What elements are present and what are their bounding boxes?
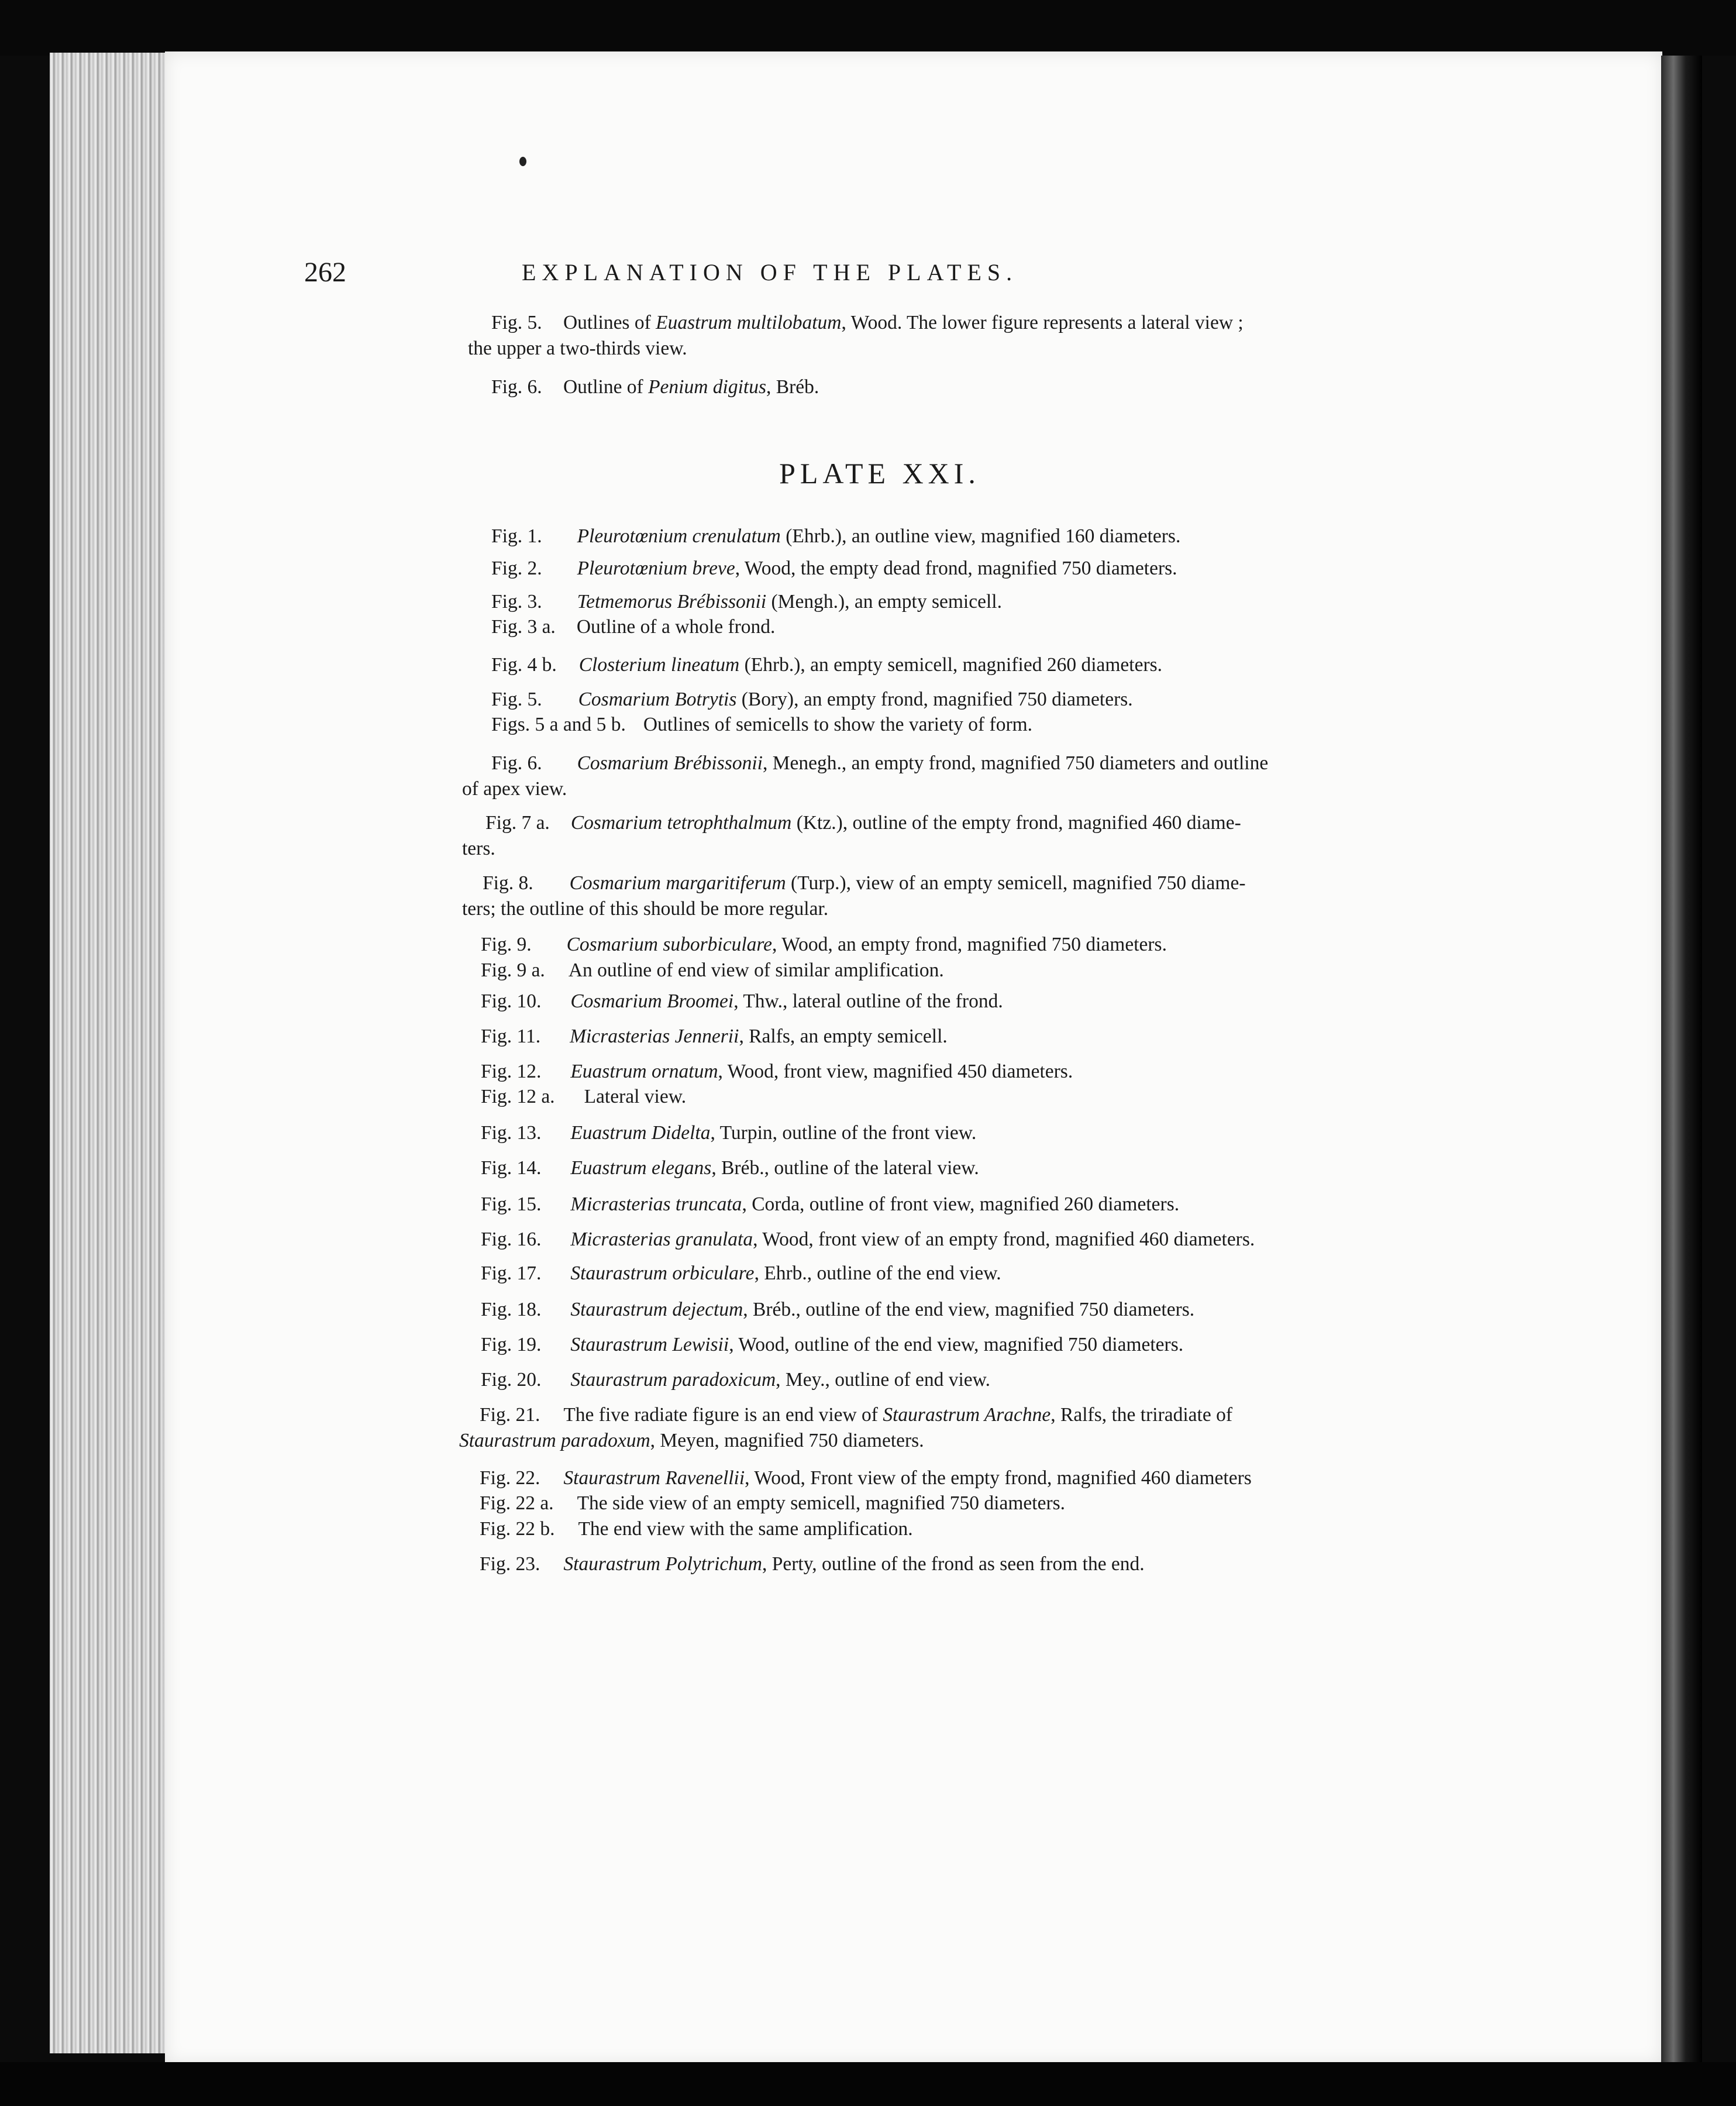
species-name: Staurastrum Ravenellii: [563, 1467, 745, 1489]
plate-entry: [298, 1155, 1398, 1181]
species-name: Staurastrum Lewisii: [570, 1334, 729, 1355]
fig-label: Fig. 18.: [481, 1299, 542, 1320]
entry-text: (Ehrb.), an outline view, magnified 160 diameters.: [780, 525, 1181, 547]
intro-entry: [298, 310, 1398, 362]
page-number: 262: [304, 257, 346, 288]
plate-entry: [298, 1516, 1398, 1542]
entry-text: , Corda, outline of front view, magnified 260 diameters.: [742, 1193, 1180, 1215]
plate-entry: [298, 932, 1398, 958]
fig-label: Fig. 11.: [481, 1026, 541, 1047]
entry-text: , Ralfs, the triradiate of: [1050, 1404, 1232, 1426]
species-name: Staurastrum paradoxicum: [570, 1369, 776, 1391]
fig-label: Fig. 8.: [483, 872, 533, 894]
plate-entry: [298, 652, 1398, 678]
entry-text: (Bory), an empty frond, magnified 750 diameters.: [736, 689, 1133, 710]
fig-label: Fig. 10.: [481, 990, 542, 1012]
plate-entry: [298, 810, 1398, 862]
entry-text: , Bréb., outline of the lateral view.: [711, 1157, 979, 1179]
plate-entry: [298, 1367, 1398, 1393]
plate-entry: [298, 1084, 1398, 1110]
species-name: Staurastrum paradoxum: [459, 1430, 650, 1451]
entry-text: , Wood, the empty dead frond, magnified 750 diameters.: [735, 558, 1177, 579]
plate-entry: [298, 687, 1398, 713]
plate-entry: [298, 614, 1398, 640]
species-name: Cosmarium margaritiferum: [569, 872, 786, 894]
entry-text: The end view with the same amplification.: [578, 1518, 913, 1540]
species-name: Euastrum Didelta: [570, 1122, 711, 1144]
fig-label: Fig. 1.: [491, 525, 542, 547]
fig-label: Fig. 9 a.: [481, 959, 545, 981]
entry-text: , Perty, outline of the frond as seen from the end.: [762, 1553, 1145, 1575]
species-name: Micrasterias truncata: [570, 1193, 742, 1215]
fig-label: Fig. 19.: [481, 1334, 542, 1355]
entry-text: , Wood, an empty frond, magnified 750 diameters.: [772, 934, 1167, 955]
plate-entry: [298, 958, 1398, 983]
entry-text: Outline of: [563, 376, 649, 398]
fig-label: Fig. 6.: [491, 376, 542, 398]
entry-text: , Wood, front view of an empty frond, magnified 460 diameters.: [753, 1228, 1255, 1250]
fig-label: Fig. 3.: [491, 591, 542, 612]
running-head: [304, 256, 1252, 291]
species-name: Cosmarium tetrophthalmum: [570, 812, 792, 834]
fig-label: Fig. 22.: [480, 1467, 540, 1489]
ink-mark: [519, 157, 526, 166]
fig-label: Fig. 9.: [481, 934, 532, 955]
entry-text: , Turpin, outline of the front view.: [710, 1122, 977, 1144]
fig-label: Fig. 12.: [481, 1061, 542, 1082]
entry-text: , Menegh., an empty frond, magnified 750 diameters and outline: [762, 752, 1269, 774]
species-name: Closterium lineatum: [578, 654, 740, 676]
species-name: Staurastrum orbiculare: [570, 1262, 755, 1284]
plate-entry: [298, 1192, 1398, 1217]
entry-continuation: [298, 1428, 1398, 1454]
plate-entry: [298, 524, 1398, 549]
entry-text: , Bréb.: [766, 376, 819, 398]
species-name: Cosmarium Botrytis: [578, 689, 737, 710]
plate-entry: [298, 1297, 1398, 1323]
fig-label: Fig. 7 a.: [485, 812, 550, 834]
plate-entry: [298, 1491, 1398, 1516]
entry-text: , Ralfs, an empty semicell.: [739, 1026, 948, 1047]
plate-entry: [298, 989, 1398, 1014]
entry-text: , Wood, Front view of the empty frond, magnified 460 diameters: [745, 1467, 1252, 1489]
entry-text: Outlines of semicells to show the variety of form.: [643, 714, 1033, 735]
entry-text: An outline of end view of similar amplification.: [568, 959, 944, 981]
entry-text: Outline of a whole frond.: [576, 616, 776, 638]
entry-continuation: ters; the outline of this should be more regular.: [462, 898, 829, 920]
plate-entry: [298, 1059, 1398, 1085]
fig-label: Fig. 21.: [480, 1404, 540, 1426]
entry-text: The side view of an empty semicell, magnified 750 diameters.: [577, 1492, 1066, 1514]
fig-label: Fig. 23.: [480, 1553, 540, 1575]
fig-label: Fig. 22 a.: [480, 1492, 554, 1514]
fig-label: Fig. 15.: [481, 1193, 542, 1215]
entry-text: , Wood. The lower figure represents a lateral view ;: [841, 312, 1244, 333]
species-name: Pleurotœnium crenulatum: [577, 525, 781, 547]
species-name: Cosmarium Brébissonii: [577, 752, 763, 774]
fig-label: Figs. 5 a and 5 b.: [491, 714, 626, 735]
species-name: Euastrum multilobatum: [656, 312, 842, 333]
entry-text: , Wood, front view, magnified 450 diameters.: [718, 1061, 1073, 1082]
fig-label: Fig. 5.: [491, 312, 542, 333]
plate-entry: [298, 751, 1398, 802]
plate-entry: [298, 556, 1398, 581]
plate-entry: [298, 1551, 1398, 1577]
plate-title: PLATE XXI.: [779, 457, 980, 490]
entry-text: The five radiate figure is an end view of: [563, 1404, 883, 1426]
fig-label: Fig. 14.: [481, 1157, 542, 1179]
entry-text: , Ehrb., outline of the end view.: [754, 1262, 1001, 1284]
fig-label: Fig. 4 b.: [491, 654, 557, 676]
plate-entry: [298, 870, 1398, 922]
entry-text: (Ktz.), outline of the empty frond, magnified 460 diame-: [791, 812, 1241, 834]
intro-entry: [298, 374, 1398, 400]
plate-entry: [298, 1261, 1398, 1286]
entry-text: (Mengh.), an empty semicell.: [766, 591, 1002, 612]
species-name: Micrasterias Jennerii: [570, 1026, 739, 1047]
species-name: Cosmarium suborbiculare: [566, 934, 773, 955]
species-name: Pleurotœnium breve: [577, 558, 735, 579]
entry-text: Lateral view.: [584, 1086, 687, 1107]
fig-label: Fig. 5.: [491, 689, 542, 710]
entry-text: , Bréb., outline of the end view, magnified 750 diameters.: [743, 1299, 1195, 1320]
species-name: Staurastrum dejectum: [570, 1299, 743, 1320]
plate-entry: [298, 589, 1398, 615]
species-name: Penium digitus: [648, 376, 767, 398]
fig-label: Fig. 17.: [481, 1262, 542, 1284]
entry-text: Outlines of: [563, 312, 656, 333]
entry-text: , Meyen, magnified 750 diameters.: [650, 1430, 924, 1451]
entry-continuation: ters.: [462, 838, 495, 859]
plate-entry: [298, 1024, 1398, 1049]
species-name: Euastrum ornatum: [570, 1061, 718, 1082]
fig-label: Fig. 2.: [491, 558, 542, 579]
plate-entry: [298, 1332, 1398, 1358]
entry-text: , Wood, outline of the end view, magnified 750 diameters.: [729, 1334, 1184, 1355]
fig-label: Fig. 16.: [481, 1228, 542, 1250]
entry-text: (Turp.), view of an empty semicell, magnified 750 diame-: [786, 872, 1246, 894]
fig-label: Fig. 6.: [491, 752, 542, 774]
entry-text: , Mey., outline of end view.: [776, 1369, 991, 1391]
plate-entry: [298, 1120, 1398, 1146]
species-name: Tetmemorus Brébissonii: [577, 591, 767, 612]
fig-label: Fig. 20.: [481, 1369, 542, 1391]
running-title: EXPLANATION OF THE PLATES.: [522, 259, 1018, 285]
plate-entry: [298, 712, 1398, 738]
species-name: Staurastrum Polytrichum: [563, 1553, 762, 1575]
species-name: Cosmarium Broomei: [570, 990, 734, 1012]
entry-text: , Thw., lateral outline of the frond.: [733, 990, 1003, 1012]
fig-label: Fig. 22 b.: [480, 1518, 555, 1540]
entry-text: (Ehrb.), an empty semicell, magnified 260 diameters.: [739, 654, 1163, 676]
entry-continuation: of apex view.: [462, 778, 567, 800]
fig-label: Fig. 13.: [481, 1122, 542, 1144]
fig-label: Fig. 3 a.: [491, 616, 556, 638]
species-name: Staurastrum Arachne: [883, 1404, 1051, 1426]
fig-label: Fig. 12 a.: [481, 1086, 555, 1107]
species-name: Micrasterias granulata: [570, 1228, 753, 1250]
plate-entry: [298, 1402, 1398, 1454]
entry-continuation: the upper a two-thirds view.: [468, 338, 687, 359]
plate-entry: [298, 1465, 1398, 1491]
species-name: Euastrum elegans: [570, 1157, 712, 1179]
plate-entry: [298, 1227, 1398, 1252]
